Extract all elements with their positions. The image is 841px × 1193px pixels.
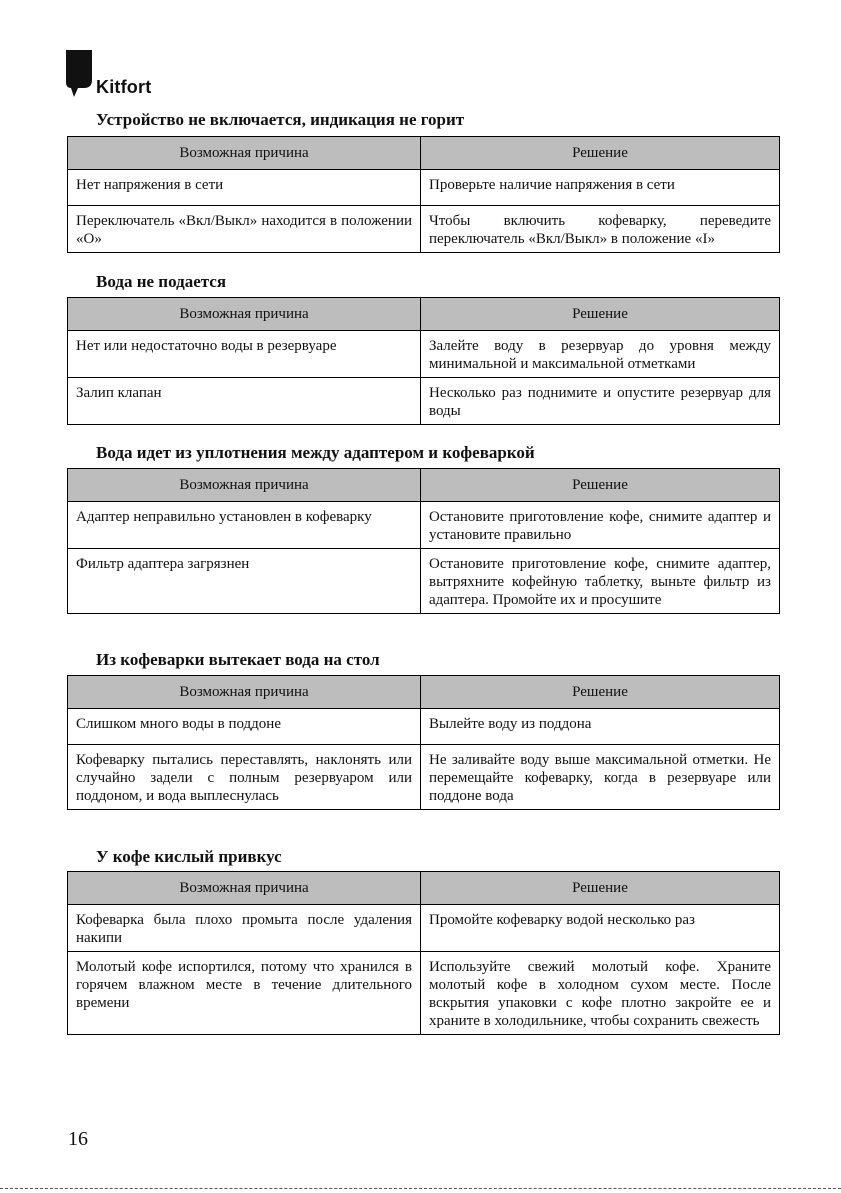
section-title-adapter-leak: Вода идет из уплотнения между адаптером и кофеваркой <box>96 443 535 462</box>
header-solution: Решение <box>421 137 780 170</box>
cause-cell: Нет напряжения в сети <box>68 170 421 206</box>
header-cause: Возможная причина <box>68 676 421 709</box>
solution-cell: Проверьте наличие напряжения в сети <box>421 170 780 206</box>
cause-cell: Залип клапан <box>68 378 421 425</box>
page-number: 16 <box>68 1128 88 1150</box>
troubleshooting-table-no-power <box>67 136 780 253</box>
solution-cell: Несколько раз поднимите и опустите резервуар для воды <box>421 378 780 425</box>
table-row <box>68 502 780 549</box>
table-row <box>68 378 780 425</box>
table-row <box>68 331 780 378</box>
table-row <box>68 709 780 745</box>
section-title-water-leak: Из кофеварки вытекает вода на стол <box>96 650 380 669</box>
table-header-row <box>68 676 780 709</box>
solution-cell: Вылейте воду из поддона <box>421 709 780 745</box>
table-header-row <box>68 872 780 905</box>
header-cause: Возможная причина <box>68 469 421 502</box>
table-header-row <box>68 298 780 331</box>
header-solution: Решение <box>421 298 780 331</box>
solution-cell: Залейте воду в резервуар до уровня между минимальной и максимальной отметками <box>421 331 780 378</box>
header-solution: Решение <box>421 872 780 905</box>
kitfort-logo <box>66 50 186 100</box>
kitfort-logo-mark-icon <box>66 50 96 98</box>
header-solution: Решение <box>421 469 780 502</box>
header-solution: Решение <box>421 676 780 709</box>
table-header-row <box>68 469 780 502</box>
header-cause: Возможная причина <box>68 872 421 905</box>
cause-cell: Молотый кофе испортился, потому что хранился в горячем влажном месте в течение длительного времени <box>68 952 421 1035</box>
header-cause: Возможная причина <box>68 137 421 170</box>
solution-cell: Остановите приготовление кофе, снимите адаптер и установите правильно <box>421 502 780 549</box>
cause-cell: Кофеварку пытались переставлять, наклонять или случайно задели с полным резервуаром или поддоном, и вода выплеснулась <box>68 745 421 810</box>
cause-cell: Адаптер неправильно установлен в кофеварку <box>68 502 421 549</box>
troubleshooting-table-water-leak <box>67 675 780 810</box>
troubleshooting-table-sour-taste <box>67 871 780 1035</box>
solution-cell: Остановите приготовление кофе, снимите адаптер, вытряхните кофейную таблетку, выньте фильтр из адаптера. Промойте их и просушите <box>421 549 780 614</box>
header-cause: Возможная причина <box>68 298 421 331</box>
section-title-no-power: Устройство не включается, индикация не горит <box>96 110 465 129</box>
logo-text: Kitfort <box>96 77 152 97</box>
table-row <box>68 206 780 253</box>
section-title-sour-taste: У кофе кислый привкус <box>96 847 282 866</box>
cause-cell: Фильтр адаптера загрязнен <box>68 549 421 614</box>
solution-cell: Используйте свежий молотый кофе. Храните молотый кофе в холодном сухом месте. После вскрытия упаковки с кофе плотно закройте ее и храните в холодильнике, чтобы сохранить свежесть <box>421 952 780 1035</box>
section-title-no-water: Вода не подается <box>96 272 227 291</box>
cause-cell: Слишком много воды в поддоне <box>68 709 421 745</box>
cause-cell: Переключатель «Вкл/Выкл» находится в положении «O» <box>68 206 421 253</box>
table-row <box>68 745 780 810</box>
table-header-row <box>68 137 780 170</box>
solution-cell: Промойте кофеварку водой несколько раз <box>421 905 780 952</box>
table-row <box>68 952 780 1035</box>
table-row <box>68 170 780 206</box>
solution-cell: Не заливайте воду выше максимальной отметки. Не перемещайте кофеварку, когда в резервуаре или поддоне вода <box>421 745 780 810</box>
solution-cell: Чтобы включить кофеварку, переведите переключатель «Вкл/Выкл» в положение «I» <box>421 206 780 253</box>
page-bottom-divider <box>0 1188 841 1189</box>
cause-cell: Нет или недостаточно воды в резервуаре <box>68 331 421 378</box>
troubleshooting-table-adapter-leak <box>67 468 780 614</box>
table-row <box>68 905 780 952</box>
table-row <box>68 549 780 614</box>
troubleshooting-table-no-water <box>67 297 780 425</box>
cause-cell: Кофеварка была плохо промыта после удаления накипи <box>68 905 421 952</box>
